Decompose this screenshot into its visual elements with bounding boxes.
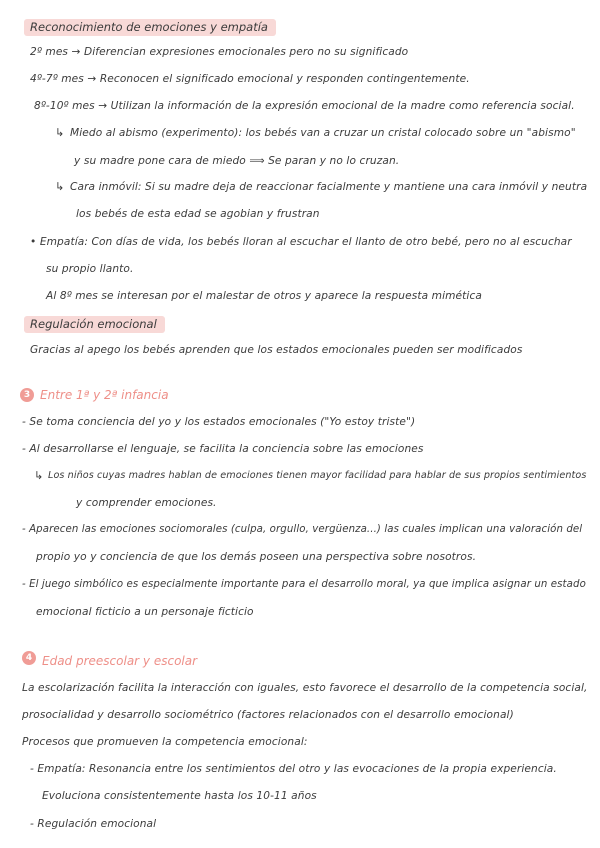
- text-line: Procesos que promueven la competencia emocional:: [22, 736, 308, 748]
- heading-regulacion: Regulación emocional: [24, 316, 165, 333]
- text-line: - Se toma conciencia del yo y los estados emocionales ("Yo estoy triste"): [22, 416, 416, 428]
- text-line: Gracias al apego los bebés aprenden que los estados emocionales pueden ser modificados: [30, 344, 523, 356]
- text-line: - El juego simbólico es especialmente importante para el desarrollo moral, ya que implica asignar un estado: [22, 579, 586, 590]
- text-line: y su madre pone cara de miedo ⟹ Se paran y no lo cruzan.: [74, 155, 400, 167]
- hook-arrow-icon: ↳: [34, 469, 44, 482]
- text-line: Cara inmóvil: Si su madre deja de reaccionar facialmente y mantiene una cara inmóvil y neutra: [70, 181, 588, 193]
- heading-reconocimiento: Reconocimiento de emociones y empatía: [24, 19, 276, 36]
- text-line: Miedo al abismo (experimento): los bebés van a cruzar un cristal colocado sobre un "abismo": [70, 127, 576, 139]
- text-line: propio yo y conciencia de que los demás poseen una perspectiva sobre nosotros.: [36, 551, 477, 563]
- section-number-badge: 4: [22, 651, 36, 665]
- text-line: emocional ficticio a un personaje ficticio: [36, 606, 254, 618]
- text-line: los bebés de esta edad se agobian y frustran: [76, 208, 320, 220]
- text-line: 8º-10º mes → Utilizan la información de la expresión emocional de la madre como referencia social.: [34, 100, 575, 112]
- text-line: Evoluciona consistentemente hasta los 10-11 años: [42, 790, 317, 802]
- text-line: 2º mes → Diferencian expresiones emocionales pero no su significado: [30, 46, 409, 58]
- heading-edad-preescolar: Edad preescolar y escolar: [42, 654, 198, 668]
- text-line: • Empatía: Con días de vida, los bebés lloran al escuchar el llanto de otro bebé, pero no al escuchar: [30, 236, 572, 248]
- hook-arrow-icon: ↳: [55, 126, 65, 139]
- text-line: - Empatía: Resonancia entre los sentimientos del otro y las evocaciones de la propia experiencia.: [30, 763, 557, 775]
- section-number-badge: 3: [20, 388, 34, 402]
- text-line: Los niños cuyas madres hablan de emociones tienen mayor facilidad para hablar de sus propios sentimientos: [48, 470, 587, 481]
- text-line: Al 8º mes se interesan por el malestar de otros y aparece la respuesta mimética: [46, 290, 482, 302]
- text-line: su propio llanto.: [46, 263, 134, 275]
- text-line: - Aparecen las emociones sociomorales (culpa, orgullo, vergüenza...) las cuales implican una valoración del: [22, 524, 583, 535]
- text-line: y comprender emociones.: [76, 497, 217, 509]
- text-line: La escolarización facilita la interacción con iguales, esto favorece el desarrollo de la competencia social,: [22, 682, 588, 694]
- text-line: - Regulación emocional: [30, 818, 157, 830]
- hook-arrow-icon: ↳: [55, 180, 65, 193]
- text-line: prosocialidad y desarrollo sociométrico (factores relacionados con el desarrollo emocional): [22, 709, 514, 721]
- text-line: 4º-7º mes → Reconocen el significado emocional y responden contingentemente.: [30, 73, 470, 85]
- text-line: - Al desarrollarse el lenguaje, se facilita la conciencia sobre las emociones: [22, 443, 424, 455]
- heading-entre-infancias: Entre 1ª y 2ª infancia: [40, 388, 169, 402]
